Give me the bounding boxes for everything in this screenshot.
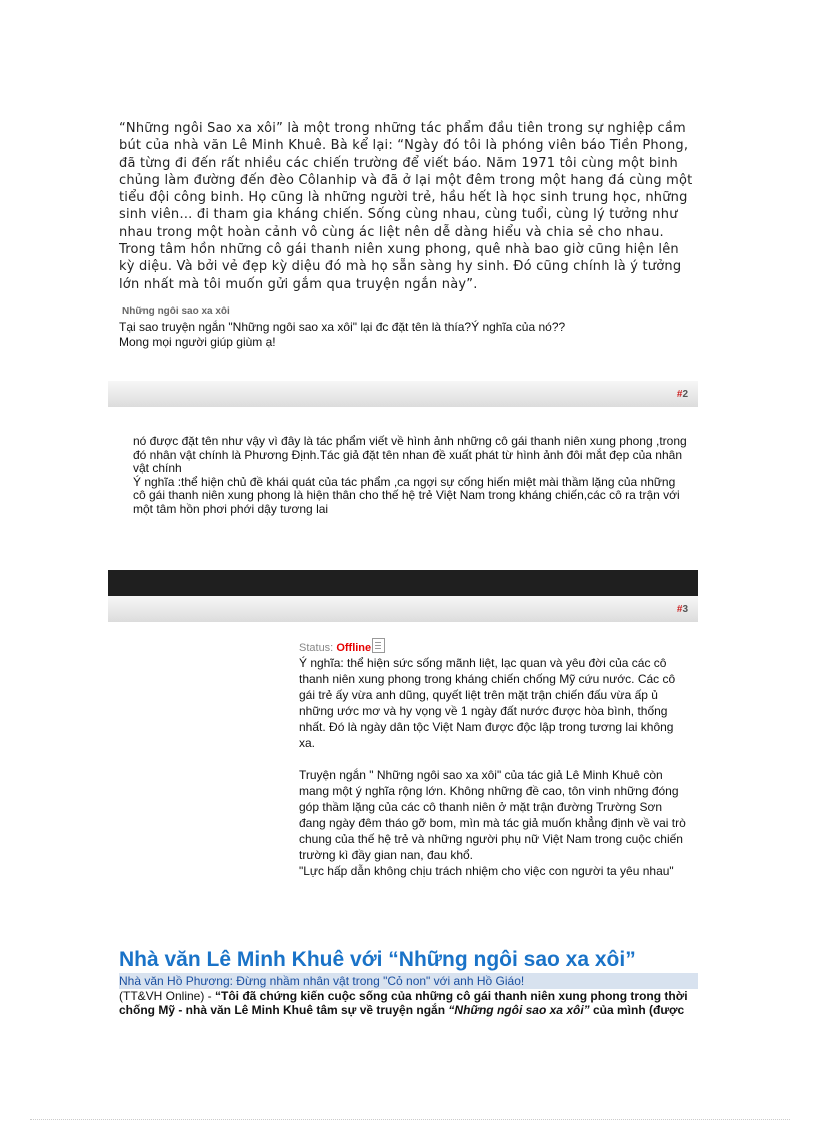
post-request: Mong mọi người giúp giùm ạ! [119,335,276,349]
post-divider-bar [108,596,698,622]
post-divider-bar [108,381,698,407]
reply-paragraph: Truyện ngắn " Những ngôi sao xa xôi" của tác giả Lê Minh Khuê còn mang một ý nghĩa rộng lớn. Không những đề cao, tôn vinh những đóng góp thầm lặng của các cô thanh niên ở mặt trận đường Trường Sơn đang ngày đêm tháo gỡ bom, mìn mà tác giả muốn khẳng định về vai trò chung của thế hệ trẻ và những người phụ nữ Việt Nam trong cuộc chiến trường kì đầy gian nan, đau khổ. [299,768,686,862]
article-title[interactable]: Nhà văn Lê Minh Khuê với “Những ngôi sao xa xôi” [119,948,636,971]
post-number-link[interactable]: #3 [676,604,688,615]
post-question: Tại sao truyện ngắn "Những ngôi sao xa xôi" lại đc đặt tên là thía?Ý nghĩa của nó?? [119,320,566,334]
user-signature: "Lực hấp dẫn không chịu trách nhiệm cho việc con người ta yêu nhau" [299,864,674,878]
reply-paragraph: nó được đặt tên như vậy vì đây là tác phẩm viết về hình ảnh những cô gái thanh niên xung phong ,trong đó nhân vật chính là Phương Định.Tác giả đặt tên nhan đề xuất phát từ hình ảnh đôi mắt đẹp của nhân vật chính [133,434,687,475]
reply-body [299,655,687,879]
reply-paragraph: Ý nghĩa: thể hiện sức sống mãnh liệt, lạc quan và yêu đời của các cô thanh niên xung phong trong kháng chiến chống Mỹ cứu nước. Các cô gái trẻ ấy vừa anh dũng, quyết liệt trên mặt trận chiến đấu vừa ấp ủ những ước mơ và hy vọng về 1 ngày đất nước được hòa bình, thống nhất. Đó là ngày dân tộc Việt Nam được độc lập trong tương lai không xa. [299,656,676,750]
reply-body [133,435,688,516]
intro-paragraph: “Những ngôi Sao xa xôi” là một trong những tác phẩm đầu tiên trong sự nghiệp cầm bút của nhà văn Lê Minh Khuê. Bà kể lại: “Ngày đó tôi là phóng viên báo Tiền Phong, đã từng đi đến rất nhiều các chiến trường để viết báo. Năm 1971 tôi cùng một binh chủng làm đường đến đèo Côlanhip và đã ở lại một đêm trong một hang đá cùng một tiểu đội công binh. Họ cũng là những người trẻ, hầu hết là học sinh trung học, những sinh viên… đi tham gia kháng chiến. Sống cùng nhau, cùng tuổi, cùng lý tưởng như nhau trong một hoàn cảnh vô cùng ác liệt nên dễ dàng hiểu và chia sẻ cho nhau. Trong tâm hồn những cô gái thanh niên xung phong, quê nhà bao giờ cũng hiện lên kỳ diệu. Và bởi vẻ đẹp kỳ diệu đó mà họ sẵn sàng hy sinh. Đó cũng chính là ý tưởng lớn nhất mà tôi muốn gửi gắm qua truyện ngắn này”. [119,121,693,292]
user-status [299,638,385,654]
article-lead [119,990,699,1017]
dark-divider [108,570,698,596]
status-badge: Offline [336,642,372,654]
reply-paragraph-meaning: Ý nghĩa :thể hiện chủ đề khái quát của tác phẩm ,ca ngợi sự cống hiến miệt mài thầm lặng của những cô gái thanh niên xung phong là hiện thân cho thế hệ trẻ Việt Nam trong kháng chiến,các cô ra trận với một tâm hồn phơi phới dậy tương lai [133,474,680,516]
notepad-icon[interactable] [372,638,385,653]
article-lead-quote: “Những ngôi sao xa xôi” [448,1002,590,1017]
related-article-link[interactable]: Nhà văn Hồ Phương: Đừng nhầm nhân vật trong "Cỏ non" với anh Hồ Giáo! [119,973,698,989]
page-bottom-border [30,1119,790,1120]
post-body [119,320,679,350]
post-number-link[interactable]: #2 [676,389,688,400]
article-source: (TT&VH Online) - [119,989,216,1003]
article-lead-text: “Tôi đã chứng kiến cuộc sống của những cô gái thanh niên xung phong trong thời chống Mỹ - nhà văn Lê Minh Khuê tâm sự về truyện ngắn [119,989,688,1017]
status-label: Status: [299,642,334,654]
post-title[interactable]: Những ngôi sao xa xôi [122,306,230,317]
article-lead-end: của mình (được [589,1002,685,1017]
